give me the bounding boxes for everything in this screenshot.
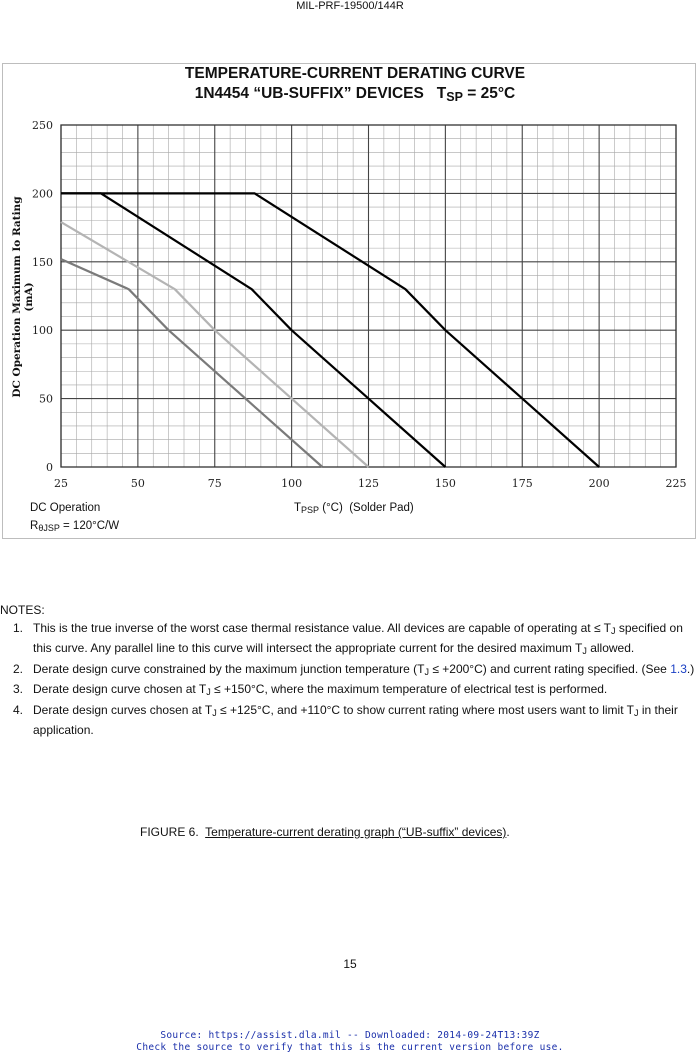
note-4	[0, 702, 700, 740]
series-line-tj=110c	[61, 259, 322, 467]
note-4-text-a: Derate design curves chosen at T	[33, 702, 213, 717]
y-tick-label: 200	[32, 187, 53, 201]
source-footer-line-1: Source: https://assist.dla.mil -- Downloaded: 2014-09-24T13:39Z	[160, 1030, 540, 1041]
dc-operation-label: DC Operation	[30, 502, 101, 514]
note-4-text-b: ≤ +125°C, and +110°C to show current rating where most users want to limit T	[216, 702, 634, 717]
note-1	[0, 620, 700, 661]
note-3-text-b: ≤ +150°C, where the maximum temperature of electrical test is performed.	[210, 682, 608, 696]
chart-title-line-2-suffix: = 25°C	[462, 85, 516, 102]
x-axis-label-subscript: PSP	[301, 505, 320, 515]
note-2-number: 2.	[13, 661, 24, 676]
x-tick-label: 100	[281, 477, 303, 490]
figure-caption	[140, 825, 510, 839]
derating-chart	[0, 110, 700, 520]
figure-caption-label: FIGURE 6.	[140, 825, 206, 839]
note-2-text-a: Derate design curve constrained by the maximum junction temperature (T	[33, 661, 425, 676]
note-4-sub-2: J	[633, 707, 639, 718]
chart-title-subscript: SP	[446, 90, 463, 104]
x-axis-label-suffix: (°C) (Solder Pad)	[319, 502, 414, 514]
rth-value: = 120°C/W	[59, 520, 120, 532]
note-4-number: 4.	[13, 702, 24, 717]
rth-subscript: θJSP	[38, 523, 60, 533]
note-1-number: 1.	[13, 620, 24, 635]
chart-title-line-2	[160, 84, 550, 104]
note-1-sub-2: J	[582, 646, 587, 656]
rth-prefix: R	[30, 520, 39, 532]
y-axis-label: DC Operation Maximum Io Rating (mA)	[11, 196, 35, 398]
y-tick-label: 0	[46, 461, 53, 474]
x-tick-label: 175	[511, 477, 533, 490]
source-footer-line-2: Check the source to verify that this is the current version before use.	[136, 1042, 564, 1053]
note-2-sub: J	[424, 666, 430, 677]
note-4-sub-1: J	[212, 707, 217, 718]
paragraph-1-3-link[interactable]: 1.3	[670, 661, 687, 676]
chart-title-block	[160, 64, 550, 104]
document-header: MIL-PRF-19500/144R	[296, 0, 404, 12]
note-1-sub-1: J	[611, 625, 616, 636]
note-3	[0, 681, 700, 702]
source-footer	[0, 1030, 700, 1054]
y-tick-label: 250	[32, 119, 53, 132]
notes-section	[0, 602, 700, 740]
x-tick-label: 225	[665, 477, 687, 490]
note-2	[0, 661, 700, 682]
note-4-text-c: in their application.	[33, 702, 678, 737]
note-1-text-b: specified on this curve. Any parallel line to this curve will intersect the appropriate current for the desired maximum T	[33, 620, 683, 655]
note-3-sub: J	[206, 687, 211, 697]
note-3-text-a: Derate design curve chosen at T	[33, 682, 207, 696]
note-1-text-a: This is the true inverse of the worst case thermal resistance value. All devices are capable of operating at ≤ T	[33, 620, 611, 635]
x-tick-label: 150	[434, 477, 456, 490]
x-tick-label: 125	[358, 477, 379, 490]
x-axis-label-prefix: T	[294, 502, 302, 514]
note-2-text-b: ≤ +200°C) and current rating specified. (See	[429, 661, 671, 676]
y-tick-label: 50	[39, 392, 53, 406]
figure-caption-end: .	[506, 825, 510, 839]
x-tick-label: 200	[588, 477, 610, 490]
note-3-number: 3.	[13, 682, 24, 696]
chart-title-line-1: TEMPERATURE-CURRENT DERATING CURVE	[184, 65, 526, 82]
x-tick-label: 25	[54, 477, 68, 490]
note-1-text-c: allowed.	[586, 641, 635, 655]
x-axis-label	[294, 502, 414, 515]
y-tick-label: 100	[32, 324, 53, 338]
x-tick-label: 75	[207, 477, 222, 490]
page-number: 15	[343, 957, 357, 971]
thermal-resistance-label	[30, 520, 119, 533]
note-2-text-c: .)	[686, 661, 695, 676]
notes-heading: NOTES:	[0, 603, 45, 617]
x-tick-label: 50	[130, 477, 145, 490]
chart-title-line-2-text: 1N4454 “UB-SUFFIX” DEVICES T	[194, 85, 447, 102]
figure-caption-text: Temperature-current derating graph (“UB-suffix” devices)	[205, 825, 507, 839]
y-tick-label: 150	[32, 255, 53, 269]
